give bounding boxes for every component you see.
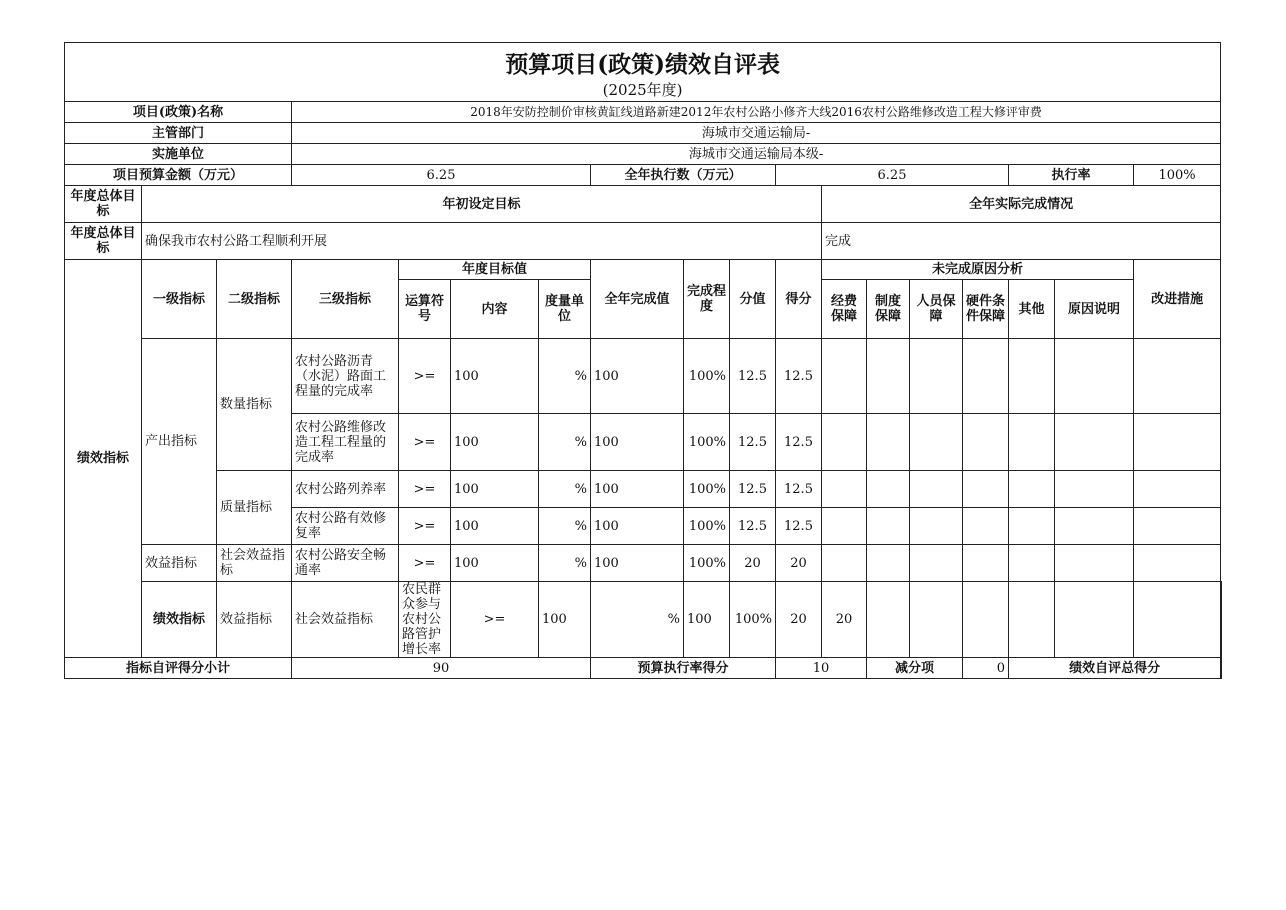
op-cell: >= — [399, 414, 451, 471]
subtotal-label: 指标自评得分小计 — [65, 658, 292, 679]
empty-cell — [867, 471, 910, 508]
empty-cell — [867, 582, 910, 658]
score-cell: 12.5 — [730, 339, 776, 414]
goal-initial-value: 确保我市农村公路工程顺利开展 — [142, 223, 822, 260]
unit-cell: % — [539, 339, 591, 414]
evaluation-sheet — [64, 42, 1222, 679]
degree-cell: 100% — [684, 414, 730, 471]
unit-cell: % — [591, 582, 684, 658]
target-group-header: 年度目标值 — [399, 260, 591, 280]
empty-cell — [1055, 414, 1134, 471]
empty-cell — [867, 545, 910, 582]
goal-label: 年度总体目标 — [65, 186, 142, 223]
reason-system-header: 制度保障 — [867, 280, 910, 339]
empty-cell — [867, 414, 910, 471]
op-cell: >= — [399, 339, 451, 414]
total-value — [1221, 658, 1222, 679]
degree-cell: 100% — [684, 508, 730, 545]
deduct-value: 0 — [963, 658, 1009, 679]
unit-cell: % — [539, 414, 591, 471]
empty-cell — [910, 582, 963, 658]
empty-cell — [963, 339, 1009, 414]
quality-indicator-label: 质量指标 — [217, 471, 292, 545]
op-cell: >= — [399, 545, 451, 582]
empty-cell — [1134, 414, 1221, 471]
content-cell: 100 — [539, 582, 591, 658]
empty-cell — [963, 545, 1009, 582]
unit-cell: % — [539, 545, 591, 582]
dept-label: 主管部门 — [65, 123, 292, 144]
goal-actual-header: 全年实际完成情况 — [822, 186, 1221, 223]
evaluation-table — [64, 42, 1222, 679]
empty-cell — [1134, 582, 1221, 658]
empty-cell — [1134, 545, 1221, 582]
empty-cell — [867, 508, 910, 545]
empty-cell — [1009, 414, 1055, 471]
budget-score-value: 10 — [776, 658, 867, 679]
actual-cell: 100 — [591, 545, 684, 582]
empty-cell — [822, 414, 867, 471]
empty-cell — [963, 471, 1009, 508]
perf-indicator-label: 绩效指标 — [65, 260, 142, 658]
score-cell: 20 — [730, 545, 776, 582]
actual-cell: 100 — [591, 471, 684, 508]
empty-cell — [822, 339, 867, 414]
rate-value: 100% — [1134, 165, 1221, 186]
empty-cell — [910, 508, 963, 545]
reason-hardware-header: 硬件条件保障 — [963, 280, 1009, 339]
empty-cell — [1009, 582, 1055, 658]
score-cell: 12.5 — [730, 508, 776, 545]
score-cell: 12.5 — [730, 414, 776, 471]
unit-value: 海城市交通运输局本级- — [292, 144, 1221, 165]
quantity-indicator-label: 数量指标 — [217, 339, 292, 471]
title-block — [65, 43, 1221, 102]
actual-cell: 100 — [684, 582, 730, 658]
content-cell: 100 — [451, 414, 539, 471]
empty-cell — [1009, 471, 1055, 508]
empty-cell — [822, 471, 867, 508]
empty-cell — [1055, 582, 1134, 658]
empty-cell — [963, 508, 1009, 545]
got-header: 得分 — [776, 260, 822, 339]
reason-fund-header: 经费保障 — [822, 280, 867, 339]
exec-value: 6.25 — [776, 165, 1009, 186]
goal-label-2: 年度总体目标 — [65, 223, 142, 260]
got-cell: 12.5 — [776, 339, 822, 414]
empty-cell — [963, 414, 1009, 471]
actual-header: 全年完成值 — [591, 260, 684, 339]
reason-explain-header: 原因说明 — [1055, 280, 1134, 339]
empty-cell — [822, 545, 867, 582]
got-cell: 20 — [776, 545, 822, 582]
empty-cell — [910, 545, 963, 582]
op-header: 运算符号 — [399, 280, 451, 339]
reason-group-header: 未完成原因分析 — [822, 260, 1134, 280]
op-cell: >= — [451, 582, 539, 658]
project-name-value: 2018年安防控制价审核黄缸线道路新建2012年农村公路小修齐大线2016农村公路维修改造工程大修评审费 — [292, 102, 1221, 123]
degree-cell: 100% — [684, 545, 730, 582]
degree-cell: 100% — [684, 339, 730, 414]
content-cell: 100 — [451, 339, 539, 414]
indicator-name: 农村公路安全畅通率 — [292, 545, 399, 582]
content-header: 内容 — [451, 280, 539, 339]
actual-cell: 100 — [591, 339, 684, 414]
unit-label: 实施单位 — [65, 144, 292, 165]
indicator-name: 农村公路沥青（水泥）路面工程量的完成率 — [292, 339, 399, 414]
empty-cell — [1134, 508, 1221, 545]
dept-value: 海城市交通运输局- — [292, 123, 1221, 144]
empty-cell — [1009, 508, 1055, 545]
score-header: 分值 — [730, 260, 776, 339]
deduct-label: 减分项 — [867, 658, 963, 679]
level3-header: 三级指标 — [292, 260, 399, 339]
op-cell: >= — [399, 471, 451, 508]
unit-cell: % — [539, 508, 591, 545]
year-label: (2025年度) — [602, 81, 683, 99]
subtotal-value: 90 — [292, 658, 591, 679]
actual-cell: 100 — [591, 508, 684, 545]
indicator-name: 农民群众参与农村公路管护增长率 — [399, 582, 451, 658]
level2-header: 二级指标 — [217, 260, 292, 339]
reason-other-header: 其他 — [1009, 280, 1055, 339]
unit-cell: % — [539, 471, 591, 508]
level1-header: 一级指标 — [142, 260, 217, 339]
empty-cell — [822, 508, 867, 545]
social-indicator-label: 社会效益指标 — [217, 545, 292, 582]
empty-cell — [867, 339, 910, 414]
got-cell: 20 — [822, 582, 867, 658]
content-cell: 100 — [451, 545, 539, 582]
goal-initial-header: 年初设定目标 — [142, 186, 822, 223]
empty-cell — [1221, 582, 1222, 658]
reason-staff-header: 人员保障 — [910, 280, 963, 339]
total-label: 绩效自评总得分 — [1009, 658, 1221, 679]
empty-cell — [910, 414, 963, 471]
unit-header: 度量单位 — [539, 280, 591, 339]
rate-label: 执行率 — [1009, 165, 1134, 186]
indicator-name: 农村公路列养率 — [292, 471, 399, 508]
exec-label: 全年执行数（万元） — [591, 165, 776, 186]
perf-indicator-label-2: 绩效指标 — [142, 582, 217, 658]
output-indicator-label: 产出指标 — [142, 339, 217, 545]
got-cell: 12.5 — [776, 508, 822, 545]
degree-cell: 100% — [684, 471, 730, 508]
social-indicator-label-2: 社会效益指标 — [292, 582, 399, 658]
score-cell: 12.5 — [730, 471, 776, 508]
empty-cell — [1009, 545, 1055, 582]
budget-label: 项目预算金额（万元） — [65, 165, 292, 186]
goal-actual-value: 完成 — [822, 223, 1221, 260]
improve-header: 改进措施 — [1134, 260, 1221, 339]
got-cell: 12.5 — [776, 414, 822, 471]
empty-cell — [1055, 545, 1134, 582]
benefit-indicator-label: 效益指标 — [142, 545, 217, 582]
actual-cell: 100 — [591, 414, 684, 471]
empty-cell — [963, 582, 1009, 658]
benefit-indicator-label-2: 效益指标 — [217, 582, 292, 658]
score-cell: 20 — [776, 582, 822, 658]
empty-cell — [1134, 471, 1221, 508]
indicator-name: 农村公路有效修复率 — [292, 508, 399, 545]
page-title: 预算项目(政策)绩效自评表 — [505, 51, 780, 78]
degree-cell: 100% — [730, 582, 776, 658]
content-cell: 100 — [451, 471, 539, 508]
project-name-label: 项目(政策)名称 — [65, 102, 292, 123]
empty-cell — [1134, 339, 1221, 414]
empty-cell — [910, 339, 963, 414]
op-cell: >= — [399, 508, 451, 545]
empty-cell — [1055, 508, 1134, 545]
empty-cell — [1055, 339, 1134, 414]
budget-value: 6.25 — [292, 165, 591, 186]
indicator-name: 农村公路维修改造工程工程量的完成率 — [292, 414, 399, 471]
degree-header: 完成程度 — [684, 260, 730, 339]
empty-cell — [910, 471, 963, 508]
got-cell: 12.5 — [776, 471, 822, 508]
content-cell: 100 — [451, 508, 539, 545]
empty-cell — [1055, 471, 1134, 508]
empty-cell — [1009, 339, 1055, 414]
budget-score-label: 预算执行率得分 — [591, 658, 776, 679]
